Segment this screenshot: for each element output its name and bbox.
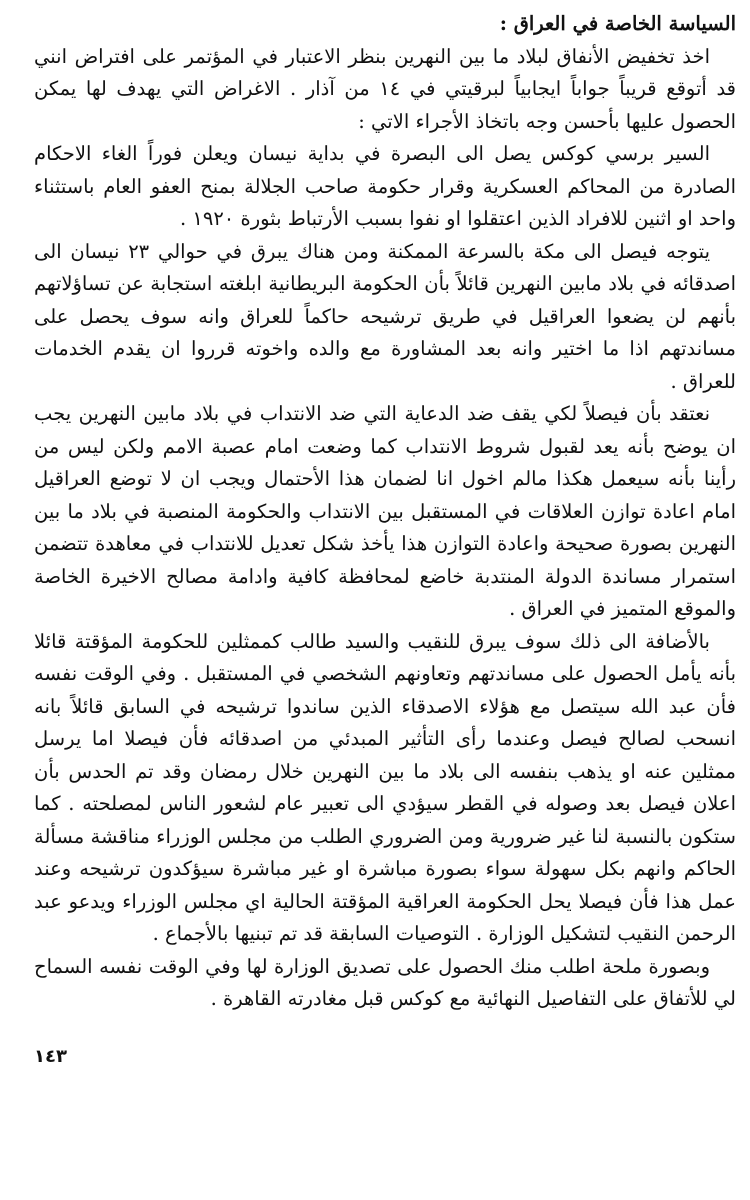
paragraph-1: اخذ تخفيض الأنفاق لبلاد ما بين النهرين بنظر الاعتبار في المؤتمر على افتراض انني قد أتوقع قريباً جواباً ايجابياً لبرقيتي في ١٤ من آذار . الاغراض التي يهدف لها يمكن الحصول عليها بأحسن وجه باتخاذ الأجراء الاتي : [34, 44, 736, 133]
paragraph-5: بالأضافة الى ذلك سوف يبرق للنقيب والسيد طالب كممثلين للحكومة المؤقتة قائلا بأنه يأمل الحصول على مساندتهم وتعاونهم الشخصي في المستقبل . وفي الوقت نفسه فأن عبد الله سيتصل مع هؤلاء الاصدقاء الذين ساندوا ترشيحه في السابق قائلاً بانه انسحب لصالح فيصل وعندما رأى التأثير المبدئي من اصدقائه فأن فيصلا اما يرسل ممثلين عنه او يذهب بنفسه الى بلاد ما بين النهرين خلال رمضان وقد تم الحدس بأن اعلان فيصل بعد وصوله في القطر سيؤدي الى تعبير عام لشعور الناس لمصلحته . كما ستكون بالنسبة لنا غير ضرورية ومن الضروري الطلب من مجلس الوزراء مناقشة مسألة الحاكم وانهم بكل سهولة سواء بصورة مباشرة او غير مباشرة سيؤكدون ترشيحه وعند عمل هذا فأن فيصلا يحل الحكومة العراقية المؤقتة الحالية اي مجلس الوزراء ويدعو عبد الرحمن النقيب لتشكيل الوزارة . التوصيات السابقة قد تم تبنيها بالأجماع . [34, 629, 736, 945]
paragraph-4: نعتقد بأن فيصلاً لكي يقف ضد الدعاية التي ضد الانتداب في بلاد مابين النهرين يجب ان يوضح بأنه يعد لقبول شروط الانتداب كما وضعت امام عصبة الامم ولكن ليس من رأينا بأنه سيعمل هكذا مالم اخول انا لضمان هذا الأحتمال ويجب ان لا توضع العراقيل امام اعادة توازن العلاقات في المستقبل بين الانتداب والحكومة المنصبة في بلاد ما بين النهرين بصورة صحيحة واعادة التوازن هذا يأخذ شكل تعديل للانتداب في معاهدة تتضمن استمرار مساندة الدولة المنتدبة خاضع لمحافظة كافية وادامة مصالح الاخيرة الخاصة والموقع المتميز في العراق . [34, 402, 736, 620]
paragraph-3: يتوجه فيصل الى مكة بالسرعة الممكنة ومن هناك يبرق في حوالي ٢٣ نيسان الى اصدقائه في بلاد مابين النهرين قائلاً بأن الحكومة البريطانية ابلغته استجابة عن تساؤلاتهم بأنهم لن يضعوا العراقيل في طريق ترشيحه حاكماً للعراق وانه سوف يحصل على مساندتهم اذا ما اختير وانه بعد المشاورة مع والده واخوته قرروا ان يقدم الخدمات للعراق . [34, 239, 736, 393]
paragraph-2: السير برسي كوكس يصل الى البصرة في بداية نيسان ويعلن فوراً الغاء الاحكام الصادرة من المحاكم العسكرية وقرار حكومة صاحب الجلالة بمنح العفو العام باستثناء واحد او اثنين للافراد الذين اعتقلوا او نفوا بسبب الأرتباط بثورة ١٩٢٠ . [34, 142, 736, 230]
page-number: ١٤٣ [34, 1046, 67, 1067]
page-body [34, 8, 736, 1016]
paragraph-6: وبصورة ملحة اطلب منك الحصول على تصديق الوزارة لها وفي الوقت نفسه السماح لي للأتفاق على التفاصيل النهائية مع كوكس قبل مغادرته القاهرة . [34, 954, 736, 1010]
section-heading: السياسة الخاصة في العراق : [499, 12, 736, 35]
